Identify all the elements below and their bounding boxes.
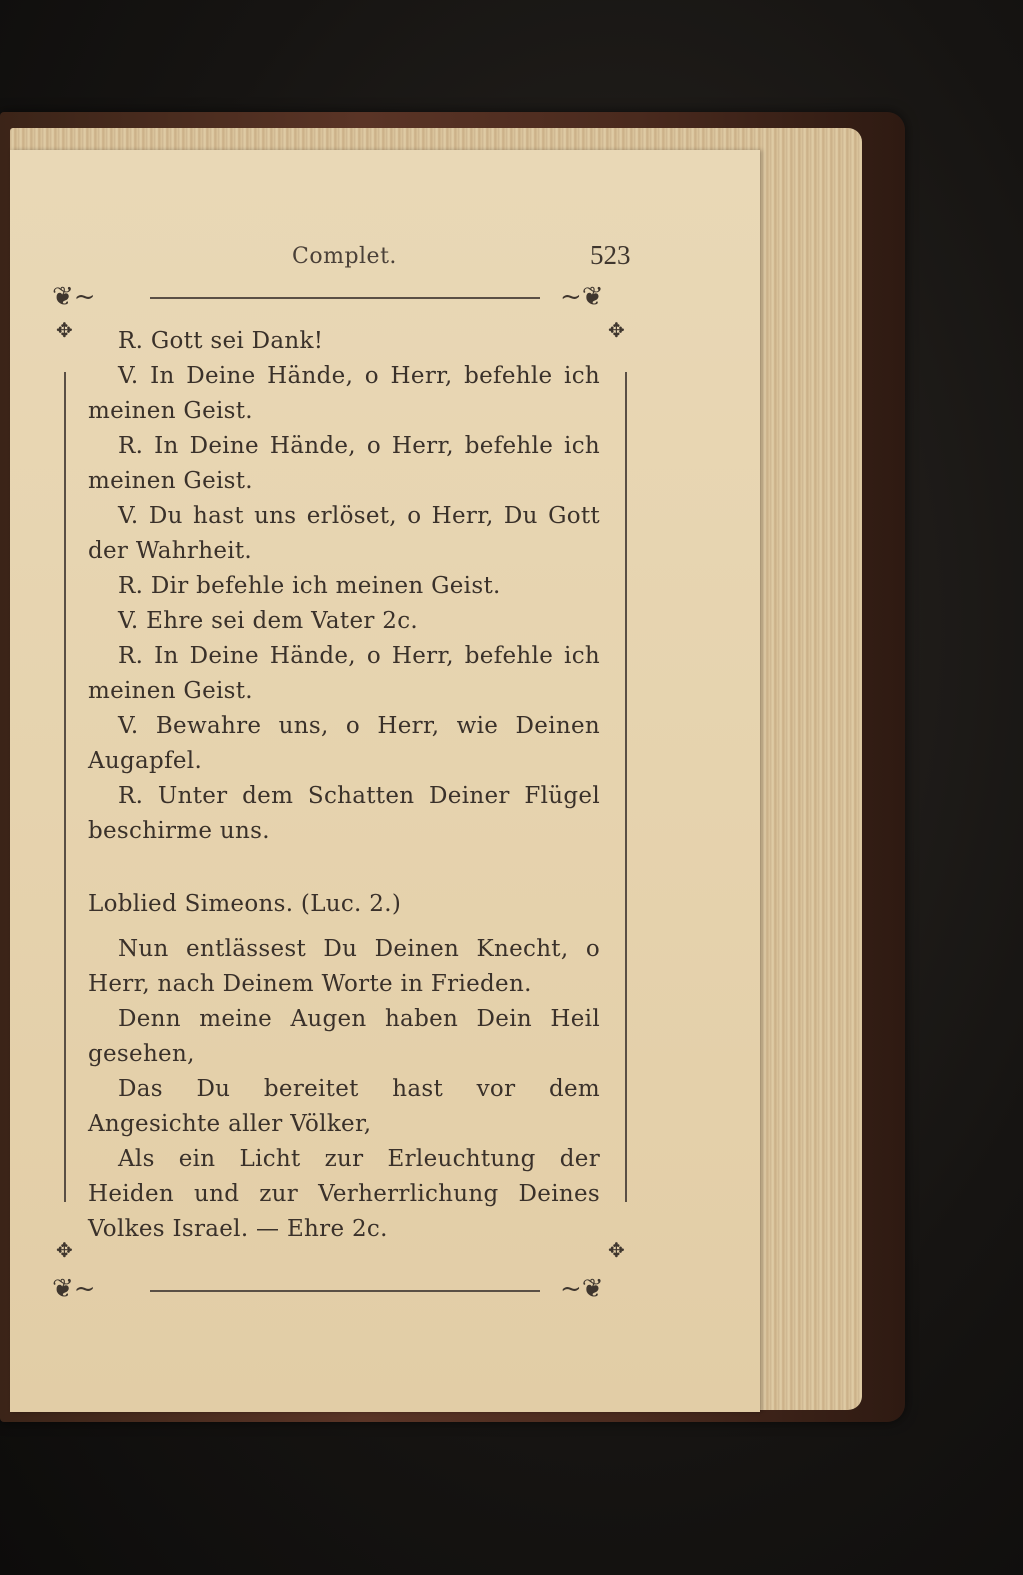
canticle-verse: Denn meine Augen haben Dein Heil gesehen, <box>88 1006 600 1067</box>
running-header: Complet. <box>292 244 397 269</box>
page-number: 523 <box>590 240 631 270</box>
section-heading: Loblied Simeons. (Luc. 2.) <box>88 891 402 917</box>
response-text: Unter dem Schatten Deiner Flügel beschirme uns. <box>88 783 600 844</box>
response-text: Ehre sei dem Vater 2c. <box>146 608 418 634</box>
response-line <box>88 429 600 499</box>
response-mark: V. <box>118 713 139 739</box>
corner-ornament-icon: ~❦ <box>560 1274 604 1304</box>
response-line <box>88 709 600 779</box>
response-mark: R. <box>118 783 144 809</box>
response-mark: V. <box>118 503 139 529</box>
response-line <box>88 324 600 359</box>
response-text: Gott sei Dank! <box>150 328 324 354</box>
flourish-icon: ✥ <box>608 1238 625 1262</box>
response-line <box>88 779 600 849</box>
top-rule <box>150 297 540 299</box>
response-text: In Deine Hände, o Herr, befehle ich meinen Geist. <box>88 433 600 494</box>
corner-ornament-icon: ❦~ <box>52 282 96 312</box>
left-rule <box>64 372 66 1202</box>
corner-ornament-icon: ~❦ <box>560 282 604 312</box>
response-text: Bewahre uns, o Herr, wie Deinen Augapfel. <box>88 713 600 774</box>
response-mark: R. <box>118 573 144 599</box>
response-line <box>88 359 600 429</box>
response-text: Du hast uns erlöset, o Herr, Du Gott der Wahrheit. <box>88 503 600 564</box>
page-body <box>88 324 600 1247</box>
response-text: In Deine Hände, o Herr, befehle ich meinen Geist. <box>88 363 600 424</box>
response-line <box>88 639 600 709</box>
canticle-verse: Das Du bereitet hast vor dem Angesichte aller Völker, <box>88 1076 600 1137</box>
canticle-verse: Nun entlässest Du Deinen Knecht, o Herr, nach Deinem Worte in Frieden. <box>88 936 600 997</box>
flourish-icon: ✥ <box>56 318 73 342</box>
response-mark: R. <box>118 328 144 354</box>
response-mark: V. <box>118 608 139 634</box>
flourish-icon: ✥ <box>56 1238 73 1262</box>
canticle-verse: Als ein Licht zur Erleuchtung der Heiden und zur Verherrlichung Deines Volkes Israel. — Ehre 2c. <box>88 1146 600 1242</box>
bottom-rule <box>150 1290 540 1292</box>
response-line <box>88 569 600 604</box>
right-rule <box>625 372 627 1202</box>
response-mark: R. <box>118 433 144 459</box>
corner-ornament-icon: ❦~ <box>52 1274 96 1304</box>
response-line <box>88 499 600 569</box>
response-line <box>88 604 600 639</box>
flourish-icon: ✥ <box>608 318 625 342</box>
response-text: Dir befehle ich meinen Geist. <box>150 573 501 599</box>
response-text: In Deine Hände, o Herr, befehle ich meinen Geist. <box>88 643 600 704</box>
response-mark: R. <box>118 643 144 669</box>
response-mark: V. <box>118 363 139 389</box>
